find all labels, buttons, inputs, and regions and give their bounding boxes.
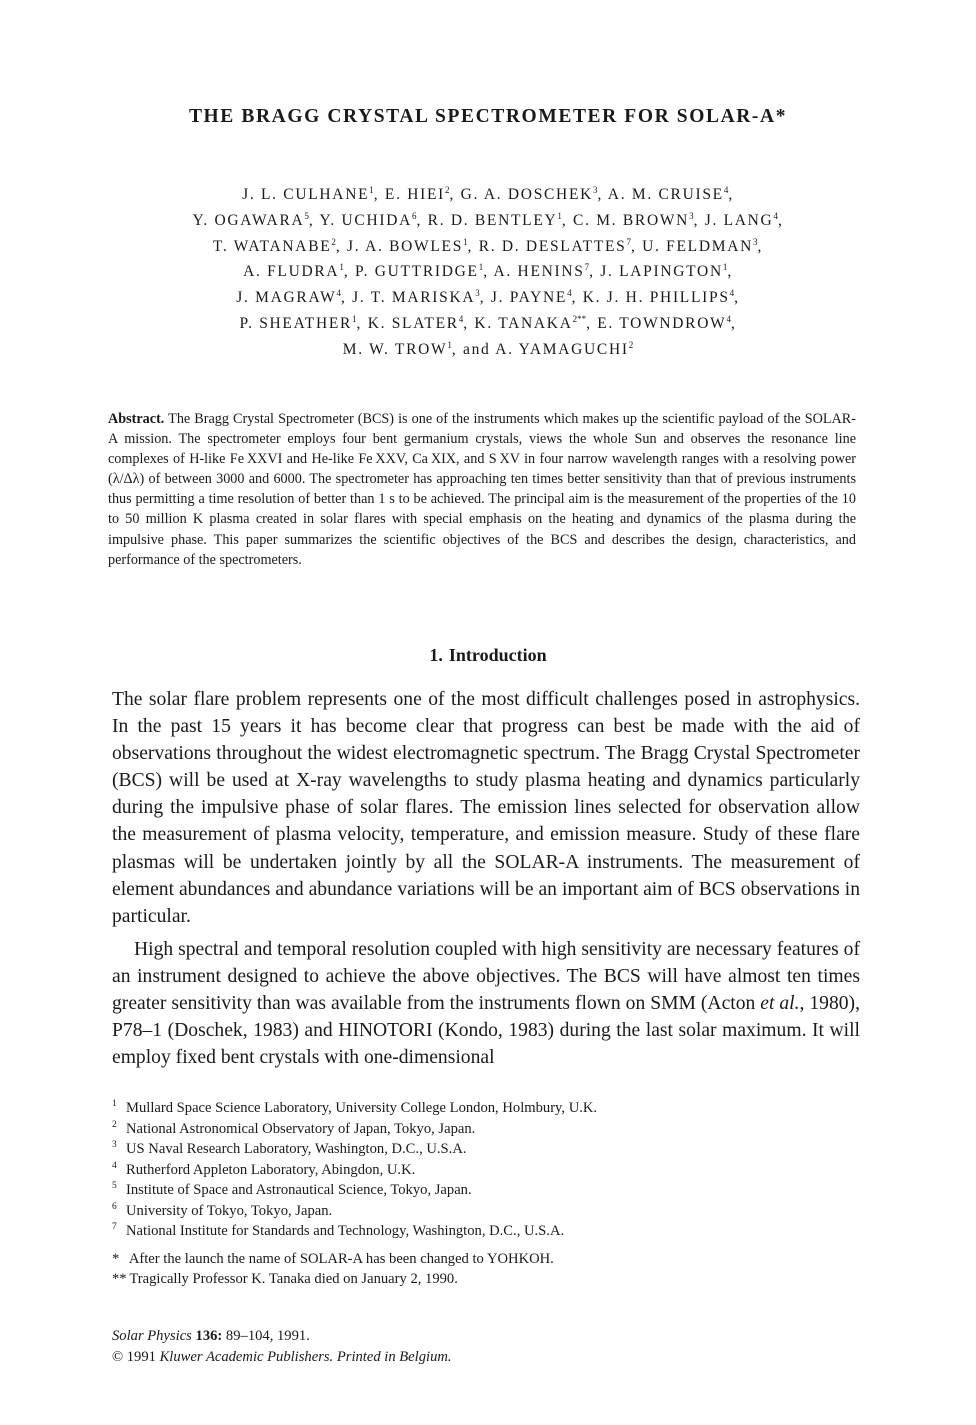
section-heading — [0, 645, 976, 666]
author-name: , J. A. BOWLES — [335, 237, 464, 255]
footnote-mark: 6 — [112, 1201, 117, 1212]
author-name: , — [777, 211, 784, 229]
affiliation-mark: 4 — [729, 288, 735, 298]
affiliation-footnote — [112, 1221, 860, 1242]
affiliation-mark: 5 — [304, 210, 309, 221]
note-footnote — [112, 1269, 860, 1290]
footnote-text: After the launch the name of SOLAR-A has been changed to YOHKOH. — [126, 1250, 554, 1267]
affiliation-mark: 4 — [726, 313, 731, 324]
footnote-mark: 3 — [112, 1140, 117, 1150]
affiliation-mark: 6 — [412, 210, 417, 221]
affiliation-mark: 2 — [331, 236, 336, 247]
footnote-text: Tragically Professor K. Tanaka died on January 2, 1990. — [126, 1271, 458, 1287]
footnote-text: University of Tokyo, Tokyo, Japan. — [126, 1202, 333, 1219]
publisher: Kluwer Academic Publishers. Printed in Belgium. — [159, 1348, 452, 1365]
affiliation-mark: 1 — [463, 236, 468, 247]
author-name: , P. GUTTRIDGE — [343, 263, 479, 281]
affiliation-footnote — [112, 1098, 860, 1119]
author-name: A. FLUDRA — [243, 263, 340, 281]
affiliation-mark: 2 — [628, 339, 634, 350]
note-list — [112, 1249, 860, 1290]
author-name: , A. M. CRUISE — [597, 186, 724, 204]
author-name: , — [728, 186, 734, 204]
footnote-mark: 5 — [112, 1181, 117, 1191]
footnote-mark: ** — [112, 1271, 127, 1287]
author-name: , — [734, 289, 740, 307]
abstract-text: The Bragg Crystal Spectrometer (BCS) is one of the instruments which makes up the scientific payload of the SOLAR-A mission. The spectrometer employs four bent germanium crystals, views the whole Sun and observes the resonance line complexes of H-like Fe XXVI and He-like Fe XXV, Ca XIX, and S XV in four narrow wavelength ranges with a resolving power (λ/Δλ) of between 3000 and 6000. The spectrometer has approaching ten times better sensitivity than that of previous instruments thus permitting a time resolution of better than 1 s to be achieved. The principal aim is the measurement of the properties of the 10 to 50 million K plasma created in solar flares with special emphasis on the heating and dynamics of the plasma during the impulsive phase. This paper summarizes the scientific objectives of the BCS and describes the design, characteristics, and performance of the spectrometers. — [108, 411, 856, 568]
author-name: , R. D. DESLATTES — [467, 237, 627, 255]
author-name: , G. A. DOSCHEK — [449, 186, 594, 204]
affiliation-footnote — [112, 1201, 860, 1222]
author-name: , U. FELDMAN — [630, 237, 753, 255]
paper-title: THE BRAGG CRYSTAL SPECTROMETER FOR SOLAR-A* — [188, 106, 788, 127]
author-list — [0, 180, 976, 360]
note-footnote — [112, 1249, 860, 1270]
affiliation-mark: 3 — [593, 185, 598, 195]
copyright-line — [112, 1347, 452, 1368]
author-name: , J. LANG — [693, 211, 774, 229]
affiliation-mark: 1 — [352, 313, 357, 324]
affiliation-mark: 1 — [478, 262, 484, 273]
affiliation-mark: 3 — [689, 210, 694, 221]
affiliation-mark: 1 — [557, 210, 562, 221]
author-name: , K. J. H. PHILLIPS — [571, 289, 730, 307]
author-line — [0, 232, 976, 258]
author-name: , E. TOWNDROW — [586, 314, 727, 332]
affiliation-mark: 1 — [722, 262, 728, 273]
author-name: , and A. YAMAGUCHI — [451, 340, 629, 358]
author-name: Y. OGAWARA — [192, 211, 305, 229]
author-line — [0, 283, 976, 309]
author-name: , J. T. MARISKA — [340, 289, 476, 307]
affiliation-mark: 7 — [626, 236, 631, 247]
affiliation-footnote — [112, 1139, 860, 1160]
affiliation-mark: 1 — [447, 339, 452, 350]
author-name: J. MAGRAW — [236, 289, 337, 307]
author-name: , — [757, 237, 764, 255]
affiliation-mark: 1 — [369, 185, 374, 195]
body-paragraph-1: The solar flare problem represents one of the most difficult challenges posed in astrophysics. In the past 15 years it has become clear that progress can best be made with the aid of observations throughout the widest electromagnetic spectrum. The Bragg Crystal Spectrometer (BCS) will be used at X-ray wavelengths to study plasma heating and dynamics particularly during the impulsive phase of solar flares. The emission lines selected for observation allow the measurement of plasma velocity, temperature, and emission measure. Study of these flare plasmas will be undertaken jointly by all the SOLAR-A instruments. The measurement of element abundances and abundance variations will be an important aim of BCS observations in particular. — [112, 689, 860, 927]
affiliation-footnote — [112, 1180, 860, 1201]
footnote-mark: 7 — [112, 1222, 117, 1232]
section-number: 1. — [429, 645, 443, 665]
citation-line — [112, 1326, 452, 1347]
affiliation-mark: 3 — [753, 236, 758, 247]
section-title: Introduction — [448, 645, 547, 665]
affiliation-mark: 1 — [339, 262, 344, 273]
affiliation-mark: 4 — [458, 313, 464, 324]
affiliation-list — [112, 1098, 860, 1242]
body-paragraph-2 — [112, 936, 860, 1071]
affiliation-mark: 4 — [567, 288, 572, 298]
paragraph-2-etal: et al. — [760, 993, 800, 1015]
author-name: J. L. CULHANE — [242, 186, 370, 204]
author-line — [0, 309, 976, 335]
affiliation-mark: 4 — [773, 210, 778, 221]
abstract — [108, 409, 856, 570]
journal-citation — [112, 1326, 452, 1367]
author-name: , C. M. BROWN — [561, 211, 690, 229]
author-name: , J. LAPINGTON — [589, 263, 723, 281]
affiliation-footnote — [112, 1119, 860, 1140]
footnotes — [112, 1098, 860, 1290]
affiliation-mark: 2 — [445, 185, 450, 195]
footnote-mark: 4 — [112, 1160, 117, 1171]
author-line — [0, 335, 976, 361]
copyright-mark: © 1991 — [112, 1348, 160, 1365]
footnote-mark: 1 — [112, 1099, 117, 1109]
affiliation-mark: 2** — [572, 313, 587, 324]
author-name: , K. TANAKA — [463, 314, 573, 332]
affiliation-mark: 4 — [336, 288, 341, 298]
footnote-text: Mullard Space Science Laboratory, University College London, Holmbury, U.K. — [126, 1100, 598, 1116]
author-line — [0, 206, 976, 232]
author-name: T. WATANABE — [212, 237, 332, 255]
journal-name: Solar Physics — [112, 1328, 192, 1344]
affiliation-mark: 3 — [475, 288, 480, 298]
paragraph-2-part-1: High spectral and temporal resolution coupled with high sensitivity are necessary features of an instrument designed to achieve the above objectives. The BCS will have almost ten times greater sensitivity than was available from the instruments flown on SMM (Acton — [112, 939, 860, 1015]
footnote-mark: * — [112, 1250, 120, 1267]
author-name: P. SHEATHER — [239, 314, 353, 332]
journal-volume: 136: — [195, 1328, 223, 1344]
footnote-text: Institute of Space and Astronautical Science, Tokyo, Japan. — [126, 1182, 472, 1198]
journal-pages: 89–104, 1991. — [222, 1328, 310, 1344]
author-line — [0, 180, 976, 206]
author-line — [0, 257, 976, 283]
footnote-text: Rutherford Appleton Laboratory, Abingdon, U.K. — [126, 1161, 416, 1178]
paragraph-2-part-2: , 1980), P78–1 (Doschek, 1983) and HINOTORI (Kondo, 1983) during the last solar maximum. It will employ fixed bent crystals with one-dimensional — [112, 993, 860, 1069]
author-name: , Y. UCHIDA — [308, 211, 412, 229]
author-name: , — [730, 314, 737, 332]
author-name: , R. D. BENTLEY — [416, 211, 558, 229]
author-name: , J. PAYNE — [479, 289, 568, 307]
author-name: M. W. TROW — [342, 340, 448, 358]
affiliation-mark: 7 — [584, 262, 590, 273]
footnote-mark: 2 — [112, 1119, 117, 1130]
author-name: , K. SLATER — [356, 314, 459, 332]
footnote-text: US Naval Research Laboratory, Washington, D.C., U.S.A. — [126, 1141, 467, 1157]
footnote-text: National Institute for Standards and Technology, Washington, D.C., U.S.A. — [126, 1223, 565, 1239]
author-name: , — [727, 263, 733, 281]
author-name: , A. HENINS — [483, 263, 585, 281]
author-name: , E. HIEI — [373, 186, 446, 204]
footnote-text: National Astronomical Observatory of Japan, Tokyo, Japan. — [126, 1120, 476, 1137]
abstract-label: Abstract. — [108, 411, 165, 427]
affiliation-mark: 4 — [723, 185, 729, 195]
affiliation-footnote — [112, 1160, 860, 1181]
